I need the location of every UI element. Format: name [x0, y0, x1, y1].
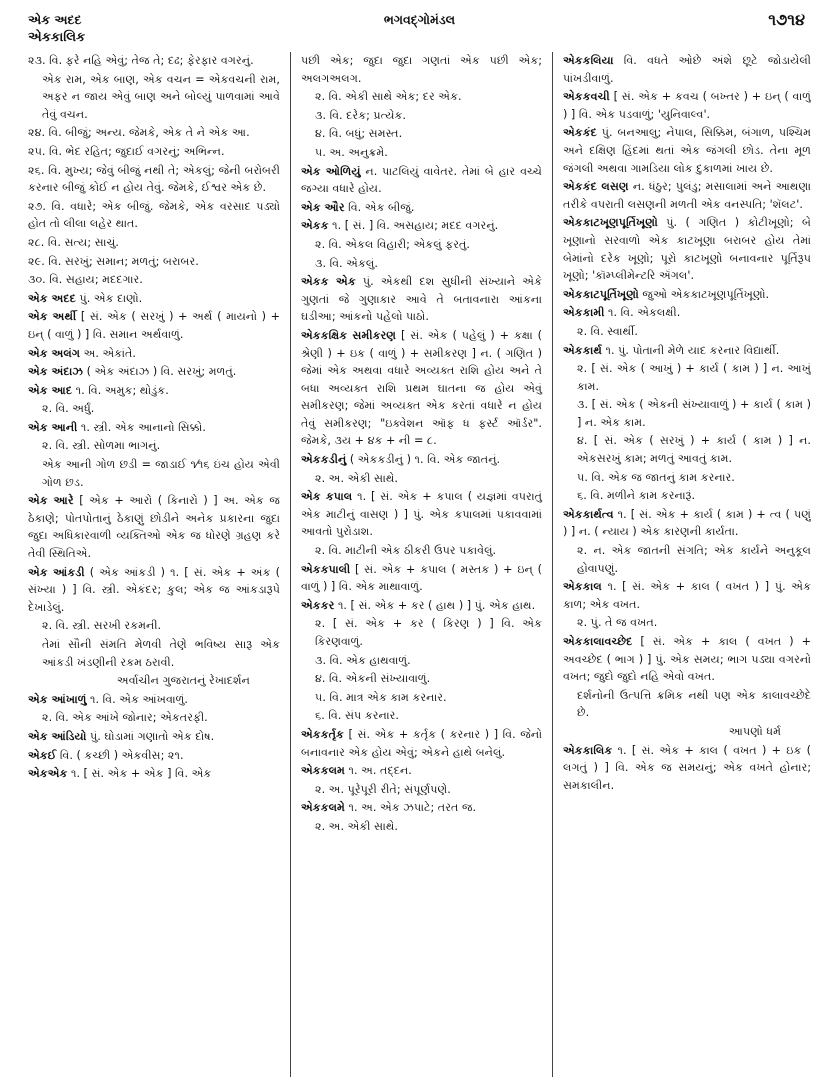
dictionary-entry [28, 691, 280, 709]
entry-headword: એકકામી [563, 306, 605, 320]
dictionary-entry [301, 163, 542, 198]
entry-headword: એકકવચી [563, 90, 610, 104]
entry-definition: ૩. વિ. એક હાથવાળું. [315, 653, 411, 667]
entry-definition: ૨. વિ. સ્ત્રી. સરખી રકમની. [42, 619, 162, 633]
entry-definition: ૨૫. વિ. ભેદ રહિત; જુદાઈ વગરનું; અભિન્ન. [28, 144, 225, 158]
dictionary-entry [563, 52, 811, 87]
entry-definition: ૫. વિ. એક જ જાતનું કામ કરનાર. [577, 470, 735, 484]
entry-definition: ૧. [ સં. એક + કાર્ય ( કામ ) + ત્વ ( પણું ) ] ન. ( ન્યાય ) એક કારણની કાર્યતા. [563, 507, 811, 539]
dictionary-entry [563, 578, 811, 613]
dictionary-entry [28, 728, 280, 746]
dictionary-entry [563, 214, 811, 284]
dictionary-entry [301, 726, 542, 761]
page-header [28, 10, 811, 52]
dictionary-entry [28, 636, 280, 671]
dictionary-entry [301, 689, 542, 707]
dictionary-entry [28, 345, 280, 363]
dictionary-entry [563, 360, 811, 395]
entry-definition: ૨૩. વિ. ફરે નહિ એવું; તેજ તે; દઢ; ફેરફાર વગરનું. [28, 54, 254, 67]
entry-headword: એકકડીનું [301, 453, 347, 467]
entry-definition: ૨. અ. એકી સાથે. [315, 819, 398, 833]
dictionary-entry [301, 273, 542, 326]
entry-headword: એક આદ [28, 383, 73, 397]
entry-headword: એક અલંગ [28, 346, 81, 360]
entry-headword: એકકાલિક [563, 743, 613, 757]
entry-definition: ( એક અંદાઝ ) વિ. સરખું; મળતું. [83, 365, 237, 379]
entry-headword: એક આંખાળું [28, 692, 87, 706]
dictionary-entry [301, 670, 542, 688]
entry-headword: એકકંદ લસણ [563, 180, 629, 194]
dictionary-entry [301, 561, 542, 596]
entry-definition: દર્શનોની ઉત્પત્તિ ક્રમિક નથી પણ એક કાલાવચ્છેદે છે. [577, 688, 811, 720]
entry-definition: વિ. ( કચ્છી ) એકવીસ; ૨૧. [56, 748, 184, 762]
entry-headword: એકકાર્થ [563, 343, 602, 357]
entry-definition: ૨. વિ. સ્વાર્થી. [577, 324, 638, 338]
dictionary-entry [28, 363, 280, 381]
entry-definition: ૪. [ સં. એક ( સરખું ) + કાર્ય ( કામ ) ] ન. એકસરખું કામ; મળતું આવતું કામ. [577, 434, 811, 466]
dictionary-entry [28, 234, 280, 252]
entry-definition: ૧. સ્ત્રી. એક આનાનો સિક્કો. [77, 420, 206, 434]
entry-definition: ૨. વિ. એકી સાથે એક; દર એક. [315, 90, 462, 104]
dictionary-entry [563, 469, 811, 487]
dictionary-entry [563, 542, 811, 577]
entry-headword: એકકપાલી [301, 562, 351, 576]
entry-definition: ૨. [ સં. એક + કર ( કિરણ ) ] વિ. એક કિરણવાળું. [315, 617, 542, 648]
entry-definition: [ સં. એક ( સરખું ) + અર્થ ( માયનો ) + ઇન્ ( વાળું ) ] વિ. સમાન અર્થવાળું. [28, 310, 280, 341]
dictionary-entry [28, 672, 250, 690]
entry-definition: [ સં. એક + કપાલ ( મસ્તક ) + ઇન્ ( વાળું ) ] વિ. એક માથાવાળું. [301, 562, 542, 594]
entry-definition: ૬. વિ. મળીને કામ કરનારૂં. [577, 489, 696, 503]
entry-definition: ૧. વિ. એક આંખવાળું. [86, 692, 188, 706]
entry-definition: ૧. પું. પોતાની મેળે યાદ કરનાર વિદ્યાર્થી. [601, 343, 780, 357]
dictionary-entry [28, 198, 280, 233]
entry-definition: ૧. [ સં. એક + કાલ ( વખત ) + ઇક ( લગતું ) ] વિ. એક જ સમયનું; એક વખતે હોનાર; સમકાલીન. [563, 743, 811, 792]
dictionary-entry [28, 617, 280, 635]
dictionary-entry [301, 327, 542, 450]
entry-definition: ૨૬. વિ. મુખ્ય; જેવું બીજું નથી તે; એકલું; જેની બરોબરી કરનાર બીજું કોઈ ન હોય તેવું. જેમકે, ઈશ્વર એક છે. [28, 163, 280, 195]
dictionary-entry [28, 52, 280, 70]
dictionary-entry [28, 290, 280, 308]
entry-headword: એકક એક [301, 275, 356, 289]
entry-definition: ૧. [ સં. ] વિ. અસહાય; મદદ વગરનું. [328, 219, 499, 233]
dictionary-entry [28, 124, 280, 142]
entry-headword: એક આંકડી [28, 565, 85, 579]
entry-headword: એક આરે [28, 494, 74, 508]
dictionary-entry [301, 236, 542, 254]
dictionary-entry [563, 487, 811, 505]
entry-definition: ૨. વિ. એકલ વિહારી; એકલું ફરતું. [315, 237, 470, 251]
entry-definition: ૨૪. વિ. બીજું; અન્ય. જેમકે, એક તે ને એક આ. [28, 126, 250, 140]
dictionary-entry [301, 818, 542, 836]
entry-definition: વિ. વધતે ઓછે અંશે છૂટે જોડાયેલી પાંખડીવાળું. [563, 54, 811, 85]
entry-definition: ૫. વિ. માત્ર એક કામ કરનાર. [315, 690, 447, 704]
entry-definition: ૨. વિ. માટીની એક ઠીકરી ઉપર પકાવેલું. [315, 544, 497, 558]
dictionary-entry [563, 633, 811, 686]
entry-definition: ન. પાટલિયું વાવેતર. તેમાં બે હાર વચ્ચે જગ્યા વધારે હોય. [301, 164, 542, 196]
entry-definition: ૩. વિ. દરેક; પ્રત્યેક. [315, 108, 406, 122]
entry-definition: પું. એકથી દશ સુધીની સંખ્યાને એકે ગુણતાં જે ગુણાકાર આવે તે બતાવનારા આંકના ઘડીઆ; આંકનો પહેલો પાઠો. [301, 275, 542, 324]
entry-headword: એકએક [28, 767, 68, 781]
entry-headword: એકકક્ષિક સમીકરણ [301, 328, 397, 342]
dictionary-entry [28, 765, 280, 783]
dictionary-entry [301, 762, 542, 780]
columns [28, 52, 811, 1077]
dictionary-entry [563, 286, 811, 304]
entry-definition: અ. એકાંતે. [80, 346, 136, 360]
entry-definition: તેમાં સૌની સંમતિ મેળવી તેણે ભવિષ્ય સારૂ એક આંકડી ખંડણીની રકમ ઠરાવી. [42, 638, 280, 669]
entry-definition: ૧. [ સં. એક + કપાલ ( યજ્ઞમાં વપરાતું એક માટીનું વાસણ ) ] પું. એક કપાલમાં પકાવવામાં આવતો પુરોડાશ. [301, 490, 542, 539]
entry-definition: ૧. વિ. અમુક; થોડુંક. [72, 383, 169, 397]
entry-headword: એક ઔર [301, 200, 345, 214]
dictionary-entry [301, 781, 542, 799]
entry-definition: [ સં. એક + કર્તૃક ( કરનાર ) ] વિ. જેનો બનાવનાર એક હોય એવું; એકને હાથે બનેલું. [301, 727, 542, 759]
dictionary-entry [563, 432, 811, 467]
dictionary-entry [563, 342, 811, 360]
dictionary-entry [28, 308, 280, 343]
entry-definition: ૧. [ સં. એક + કાલ ( વખત ) ] પું. એક કાળ; એક વખત. [563, 580, 811, 611]
entry-headword: એકકલિયા [563, 54, 614, 67]
entry-definition: ૬. વિ. સંપ કરનાર. [315, 709, 399, 723]
entry-headword: એકકાટખૂણપૂર્તિખૂણો [563, 216, 658, 230]
entry-headword: એકકાલાવચ્છેદ [563, 635, 633, 648]
entry-definition: પું. બનઆલુ; નેપાલ, સિક્કિમ, બંગાળ, પશ્ચિમ અને દક્ષિણ હિંદમાં થતાં એક જંગલી છોડ. તેના મૂળ જંગલી અથવા ગામડિયા લોક દુકાળમાં ખાય છે. [563, 126, 811, 175]
entry-definition: પું. ઘોડામાં ગણાતો એક દોષ. [86, 729, 215, 743]
header-last-word: એકકાલિક [28, 30, 86, 45]
entry-headword: એકકાલ [563, 580, 602, 594]
column-2 [290, 52, 552, 1077]
entry-headword: એકકર [301, 598, 335, 612]
dictionary-entry [563, 614, 811, 632]
entry-definition: ૨. વિ. એક આંખે જોનાર; એકતરફી. [42, 711, 208, 725]
dictionary-entry [28, 71, 280, 124]
entry-definition: ૧. [ સં. એક + એક ] વિ. એક [67, 767, 212, 781]
entry-definition: ૩. વિ. એકલું. [315, 256, 378, 270]
dictionary-entry [301, 652, 542, 670]
header-book-title: ભગવદ્ગોમંડલ [383, 12, 456, 27]
entry-definition: ૩૦. વિ. સહાય; મદદગાર. [28, 273, 143, 287]
entry-definition: [ સં. એક ( પહેલું ) + કક્ષા ( શ્રેણી ) + ઇક ( વાળું ) + સમીકરણ ] ન. ( ગણિત ) જેમાં એક અથવા વધારે અવ્યક્ત રાશિ હોય અને તે બધા અવ્યક્ત રાશિ પ્રથમ ઘાતના જ હોય એવું સમીકરણ; જેમાં અવ્યક્ત એક કરતાં વધારે ન હોય તેવું સમીકરણ; "ઇક્વેશન ઑફ ધ ફર્સ્ટ ઑર્ડર". જેમકે, ૩ય + ૪ક + ની = ૮. [301, 328, 542, 448]
entry-definition: ૪. વિ. એકની સંખ્યાવાળું. [315, 672, 431, 686]
entry-headword: એક અર્થી [28, 310, 77, 324]
entry-definition: પું. ( ગણિત ) કોટીખૂણો; બે ખૂણાનો સરવાળો એક કાટખૂણા બરાબર હોય તેમાં બેમાંનો દરેક ખૂણો; પૂરો કાટખૂણો બનાવનાર પૂર્તિરૂપ ખૂણો; 'કૉમ્પ્લીમેન્ટરિ ઍંગલ'. [563, 216, 811, 283]
dictionary-entry [28, 382, 280, 400]
entry-definition: ૧. વિ. એકલક્ષી. [604, 306, 681, 320]
dictionary-entry [28, 456, 280, 491]
entry-headword: એક આની [28, 420, 78, 434]
entry-headword: એકકાટપૂર્તિખૂણો [563, 287, 639, 301]
entry-definition: જુઓ એકકાટખૂણપૂર્તિખૂણો. [638, 287, 770, 301]
column-1 [28, 52, 290, 1077]
entry-source: અર્વાચીન ગુજરાતનું રેખાદર્શન [116, 674, 250, 688]
dictionary-entry [301, 125, 542, 143]
entry-headword: એક અદદ [28, 291, 76, 305]
dictionary-entry [563, 304, 811, 322]
entry-headword: એકકલમે [301, 801, 345, 815]
dictionary-entry [301, 542, 542, 560]
page-number: ૧૭૧૪ [768, 10, 805, 29]
entry-definition: [ સં. એક + કવચ ( બખ્તર ) + ઇન્ ( વાળું ) ] વિ. એક પડવાળું; 'યુનિવાલ્વ'. [563, 90, 811, 121]
dictionary-entry [28, 492, 280, 562]
entry-definition: ૨. અ. એકી સાથે. [315, 471, 398, 485]
entry-definition: ૨૯. વિ. સરખું; સમાન; મળતું; બરાબર. [28, 254, 199, 268]
dictionary-entry [301, 88, 542, 106]
dictionary-entry [563, 88, 811, 123]
column-3 [552, 52, 811, 1077]
dictionary-entry [28, 143, 280, 161]
dictionary-entry [28, 400, 280, 418]
dictionary-entry [28, 564, 280, 617]
entry-definition: ન. ધંઠુર; પુલંડુ; મસાલામાં અને આથણા તરીકે વપરાતી લસણની મળતી એક વનસ્પતિ; 'શૅલટ'. [563, 180, 811, 211]
dictionary-entry [563, 124, 811, 177]
header-first-word: એક અદદ [28, 12, 82, 27]
dictionary-entry [301, 488, 542, 541]
dictionary-entry [301, 255, 542, 273]
dictionary-entry [563, 396, 811, 431]
entry-definition: ( એક આંકડી ) ૧. [ સં. એક + અંક ( સંખ્યા ) ] વિ. સ્ત્રી. એકંદર; કુલ; એક જ આંકડારૂપે દેખાડેલું. [28, 565, 280, 614]
entry-definition: ૧. અ. એક ઝપાટે; તરત જ. [344, 801, 477, 815]
dictionary-entry [301, 470, 542, 488]
dictionary-entry [301, 52, 542, 87]
dictionary-entry [301, 799, 542, 817]
entry-definition: [ એક + આરો ( કિનારો ) ] અ. એક જ ઠેકાણે; પોતપોતાનું ઠેકાણું છોડીને અનેક પ્રકારના જુદા જુદા અધિકારવાળી વ્યક્તિઓ એક જ ધોરણે ગ્રહણ કરે તેવી સ્થિતિએ. [28, 494, 280, 561]
dictionary-entry [28, 162, 280, 197]
dictionary-entry [28, 747, 280, 765]
entry-definition: પું. એક દાણો. [75, 291, 143, 305]
entry-definition: ૪. વિ. બધું; સમસ્ત. [315, 127, 403, 141]
entry-definition: ૧. [ સં. એક + કર ( હાથ ) ] પું. એક હાથ. [334, 598, 536, 612]
entry-headword: એક અંદાઝ [28, 365, 84, 379]
entry-headword: એકકલમ [301, 764, 345, 778]
entry-headword: એક ઓળિયું [301, 164, 361, 178]
entry-headword: એક આંડિયો [28, 729, 87, 743]
dictionary-entry [301, 217, 542, 235]
entry-definition: ૨૮. વિ. સત્ય; સાચું. [28, 235, 119, 249]
dictionary-entry [301, 199, 542, 217]
dictionary-entry [301, 597, 542, 615]
entry-headword: એકઈ [28, 748, 57, 762]
entry-headword: એક કપાલ [301, 490, 353, 504]
entry-definition: ૨૭. વિ. વધારે; એક બીજું. જેમકે, એક વરસાદ પડ્યો હોત તો લીલા લહેર થાત. [28, 199, 280, 231]
entry-definition: ૩. [ સં. એક ( એકની સંખ્યાવાળું ) + કાર્ય ( કામ ) ] ન. એક કામ. [577, 398, 811, 429]
dictionary-entry [28, 709, 280, 727]
entry-definition: પછી એક; જુદા જુદા ગણતાં એક પછી એક; અલગઅલગ. [301, 54, 542, 85]
dictionary-entry [28, 271, 280, 289]
entry-headword: એકક [301, 219, 329, 233]
dictionary-entry [301, 451, 542, 469]
entry-definition: એક રામ, એક બાણ, એક વચન = એકવચની રામ, અફર ન જાય એવું બાણ અને બોલ્યું પાળવામાં આવે તેવું વચન. [42, 72, 280, 121]
entry-definition: ૨. [ સં. એક ( આખું ) + કાર્ય ( કામ ) ] ન. આખું કામ. [577, 362, 811, 393]
entry-definition: [ સં. એક + કાલ ( વખત ) + અવચ્છેદ ( ભાગ ) ] પું. એક સમય; ભાગ પડ્યા વગરનો વખત; જુદો જુદો નહિ એવો વખત. [563, 635, 811, 684]
dictionary-entry [563, 723, 781, 741]
dictionary-entry [28, 253, 280, 271]
entry-definition: ૨. અ. પૂરેપૂરી રીતે; સંપૂર્ણપણે. [315, 782, 451, 796]
dictionary-entry [563, 742, 811, 795]
dictionary-entry [563, 178, 811, 213]
entry-definition: ૨. વિ. સ્ત્રી. સોળમા ભાગનું. [42, 439, 161, 453]
entry-headword: એકકંદ [563, 126, 597, 140]
dictionary-entry [301, 144, 542, 162]
entry-definition: ૨. ન. એક જાતની સંગતિ; એક કાર્યને અનુકૂલ હોવાપણું. [577, 544, 811, 575]
entry-headword: એકકાર્થત્વ [563, 507, 614, 521]
entry-definition: એક આની ગોળ છડી = જાડાઈ ૧⁄૧૬ ઇંચ હોય એવી ગોળ છડ. [42, 458, 280, 489]
dictionary-entry [301, 615, 542, 650]
entry-definition: ૨. પું. તે જ વખત. [577, 616, 658, 630]
dictionary-entry [301, 707, 542, 725]
entry-source: આપણો ધર્મ [728, 724, 781, 738]
entry-definition: વિ. એક બીજું. [344, 200, 415, 214]
dictionary-entry [563, 323, 811, 341]
entry-definition: ૧. અ. તદ્દન. [344, 764, 412, 778]
dictionary-entry [563, 506, 811, 541]
dictionary-entry [301, 107, 542, 125]
entry-definition: ( એકકડીનું ) ૧. વિ. એક જાતનું. [346, 453, 501, 467]
entry-definition: ૨. વિ. અર્ધું. [42, 402, 95, 416]
dictionary-entry [563, 687, 811, 722]
entry-definition: ૫. અ. અનુક્રમે. [315, 145, 388, 159]
entry-headword: એકકર્તૃક [301, 727, 344, 741]
dictionary-entry [28, 419, 280, 437]
dictionary-entry [28, 437, 280, 455]
